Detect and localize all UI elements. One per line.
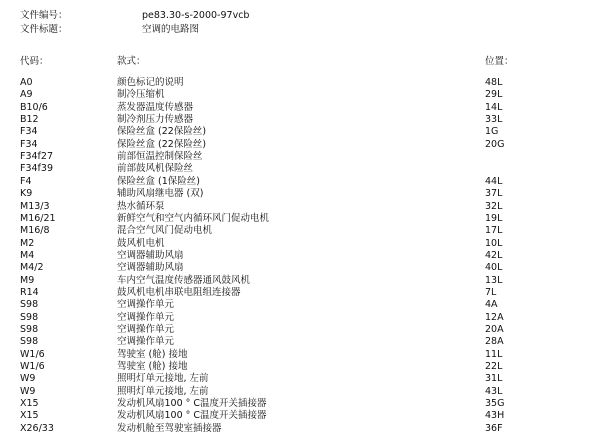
- row-code: M9: [20, 274, 35, 286]
- row-position: 20A: [485, 324, 504, 335]
- table-row: [0, 312, 610, 324]
- table-row: [0, 188, 610, 200]
- row-position: 19L: [485, 212, 503, 224]
- row-code: B10/6: [20, 101, 48, 113]
- table-row: [0, 89, 610, 101]
- row-description: 发动机舱至驾驶室插接器: [117, 422, 222, 434]
- row-position: 32L: [485, 200, 503, 212]
- row-code: M4/2: [20, 262, 44, 274]
- row-position: 40L: [485, 262, 503, 274]
- table-row: [0, 139, 610, 151]
- row-code: S98: [20, 299, 39, 311]
- parts-table: [0, 77, 610, 434]
- table-row: [0, 114, 610, 126]
- row-position: 31L: [485, 373, 503, 385]
- row-description: 鼓风机电机串联电阻组连接器: [117, 286, 241, 298]
- table-row: [0, 262, 610, 274]
- row-description: 鼓风机电机: [117, 237, 165, 249]
- row-description: 空调操作单元: [117, 299, 175, 311]
- row-description: 发动机风扇100 ° C温度开关插接器: [117, 398, 267, 410]
- row-code: F34: [20, 126, 38, 138]
- column-header-position: 位置：: [485, 56, 514, 67]
- doc-number-value: pe83.30-s-2000-97vcb: [142, 10, 250, 21]
- row-code: F34f27: [20, 151, 53, 163]
- row-position: 33L: [485, 114, 503, 126]
- row-code: S98: [20, 336, 39, 348]
- table-row: [0, 398, 610, 410]
- table-row: [0, 238, 610, 250]
- row-code: X15: [20, 410, 39, 422]
- row-code: W1/6: [20, 361, 45, 373]
- column-header-code: 代码：: [20, 56, 49, 67]
- row-description: 混合空气风门促动电机: [117, 225, 213, 237]
- row-position: 1G: [485, 126, 499, 138]
- table-row: [0, 336, 610, 348]
- table-row: [0, 275, 610, 287]
- row-description: 热水循环泵: [117, 200, 165, 212]
- row-code: M16/8: [20, 225, 50, 237]
- row-code: M2: [20, 237, 35, 249]
- row-position: 11L: [485, 348, 503, 360]
- row-description: 发动机风扇100 ° C温度开关插接器: [117, 410, 267, 422]
- row-code: F34: [20, 138, 38, 150]
- row-code: W9: [20, 385, 36, 397]
- row-code: M16/21: [20, 212, 56, 224]
- row-position: 7L: [485, 286, 497, 298]
- row-description: 前部恒温控制保险丝: [117, 151, 203, 163]
- row-code: W9: [20, 373, 36, 385]
- table-row: [0, 250, 610, 262]
- doc-title-label: 文件标题：: [20, 24, 68, 35]
- row-description: 蒸发器温度传感器: [117, 101, 194, 113]
- table-row: [0, 361, 610, 373]
- row-description: 制冷剂压力传感器: [117, 114, 194, 126]
- row-description: 保险丝盒 (22保险丝): [117, 138, 207, 150]
- table-row: [0, 126, 610, 138]
- row-description: 照明灯单元接地, 左前: [117, 373, 209, 385]
- row-position: 14L: [485, 101, 503, 113]
- row-code: M4: [20, 249, 35, 261]
- table-row: [0, 299, 610, 311]
- row-description: 车内空气温度传感器通风鼓风机: [117, 274, 251, 286]
- table-row: [0, 423, 610, 435]
- row-code: X15: [20, 398, 39, 410]
- row-code: S98: [20, 311, 39, 323]
- row-position: 43H: [485, 410, 505, 422]
- row-description: 保险丝盒 (22保险丝): [117, 126, 207, 138]
- column-header-style: 款式：: [117, 56, 146, 67]
- table-row: [0, 287, 610, 299]
- doc-number-label: 文件编号：: [20, 10, 68, 21]
- row-description: 制冷压缩机: [117, 89, 165, 101]
- row-description: 辅助风扇继电器 (双): [117, 188, 204, 200]
- row-position: 35G: [485, 398, 505, 410]
- row-description: 空调操作单元: [117, 324, 175, 335]
- row-position: 43L: [485, 385, 503, 397]
- row-position: 13L: [485, 274, 503, 286]
- row-position: 17L: [485, 225, 503, 237]
- table-row: [0, 151, 610, 163]
- row-description: 照明灯单元接地, 左前: [117, 385, 209, 397]
- row-code: F34f39: [20, 163, 53, 175]
- table-row: [0, 77, 610, 89]
- row-position: 4A: [485, 299, 498, 311]
- row-code: W1/6: [20, 348, 45, 360]
- table-row: [0, 410, 610, 422]
- table-row: [0, 386, 610, 398]
- row-position: 12A: [485, 311, 504, 323]
- table-row: [0, 349, 610, 361]
- row-position: 10L: [485, 237, 503, 249]
- row-code: B12: [20, 114, 39, 126]
- row-description: 驾驶室 (舱) 接地: [117, 348, 188, 360]
- table-row: [0, 324, 610, 336]
- row-description: 空调器辅助风扇: [117, 249, 184, 261]
- row-description: 空调操作单元: [117, 311, 175, 323]
- row-description: 颜色标记的说明: [117, 77, 184, 88]
- row-position: 44L: [485, 175, 503, 187]
- row-description: 保险丝盒 (1保险丝): [117, 175, 200, 187]
- row-description: 驾驶室 (舱) 接地: [117, 361, 188, 373]
- row-code: A0: [20, 77, 33, 88]
- row-position: 48L: [485, 77, 503, 88]
- row-code: X26/33: [20, 422, 54, 434]
- row-code: A9: [20, 89, 33, 101]
- row-code: R14: [20, 286, 39, 298]
- table-row: [0, 201, 610, 213]
- row-position: 29L: [485, 89, 503, 101]
- row-description: 空调器辅助风扇: [117, 262, 184, 274]
- table-row: [0, 176, 610, 188]
- row-description: 新鲜空气和空气内循环风门促动电机: [117, 212, 270, 224]
- table-row: [0, 213, 610, 225]
- row-description: 空调操作单元: [117, 336, 175, 348]
- table-row: [0, 163, 610, 175]
- table-row: [0, 102, 610, 114]
- row-position: 20G: [485, 138, 505, 150]
- doc-title-value: 空调的电路图: [142, 24, 200, 35]
- row-code: S98: [20, 324, 39, 335]
- table-row: [0, 373, 610, 385]
- row-description: 前部鼓风机保险丝: [117, 163, 194, 175]
- row-code: F4: [20, 175, 32, 187]
- row-code: K9: [20, 188, 33, 200]
- row-position: 36F: [485, 422, 503, 434]
- row-position: 37L: [485, 188, 503, 200]
- table-row: [0, 225, 610, 237]
- row-position: 22L: [485, 361, 503, 373]
- row-position: 28A: [485, 336, 504, 348]
- row-code: M13/3: [20, 200, 50, 212]
- row-position: 42L: [485, 249, 503, 261]
